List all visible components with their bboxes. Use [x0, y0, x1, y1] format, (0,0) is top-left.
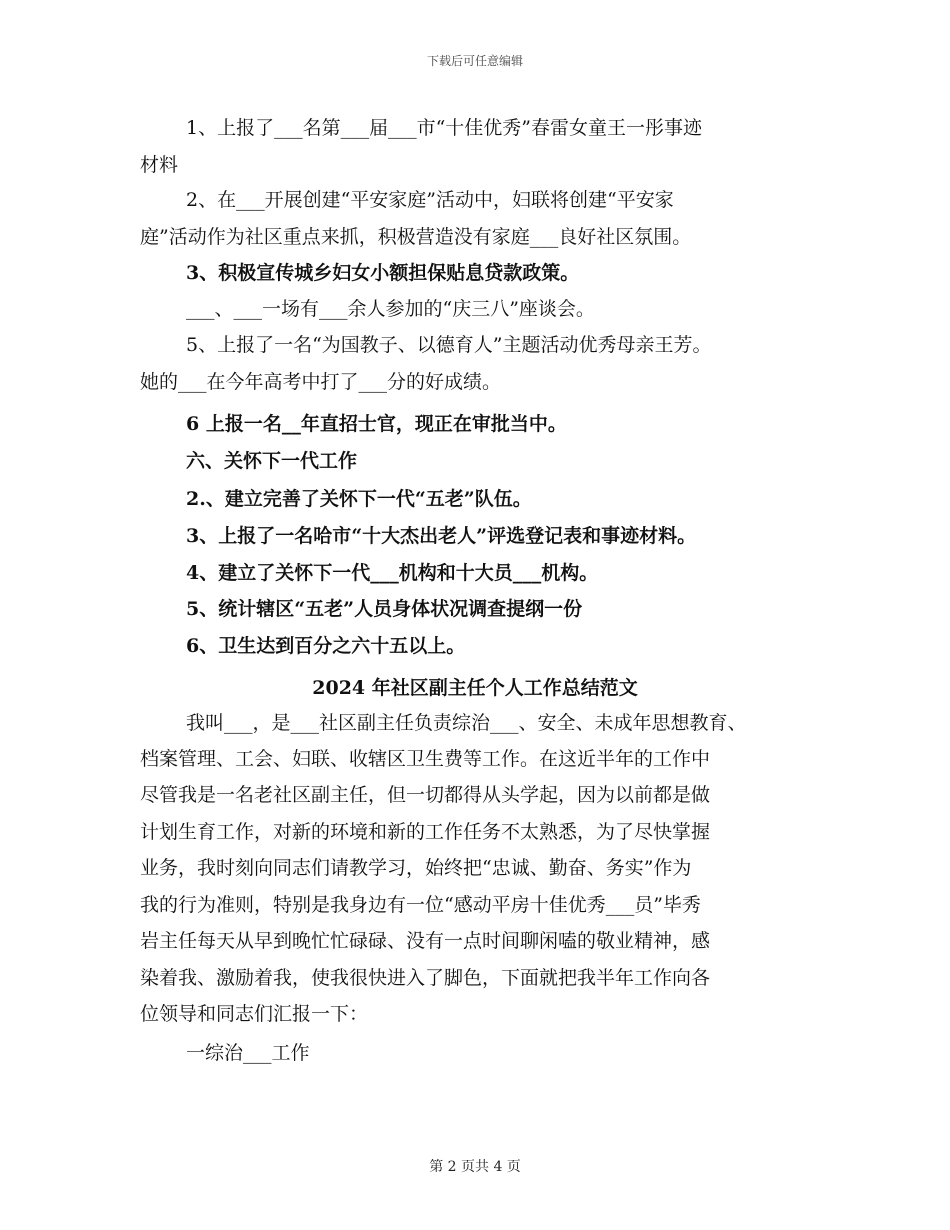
list-item: 5、统计辖区“五老”人员身体状况调查提纲一份	[186, 598, 583, 620]
paragraph-line: 计划生育工作，对新的环境和新的工作任务不太熟悉，为了尽快掌握	[140, 821, 711, 843]
paragraph-line: 尽管我是一名老社区副主任，但一切都得从头学起，因为以前都是做	[140, 784, 711, 806]
list-item: 5、上报了一名“为国教子、以德育人”主题活动优秀母亲王芳。	[186, 334, 712, 356]
list-item: 6 上报一名__年直招士官，现正在审批当中。	[186, 413, 567, 435]
paragraph-line: 业务，我时刻向同志们请教学习，始终把“忠诚、勤奋、务实”作为	[140, 857, 692, 879]
list-item-continuation: 庭”活动作为社区重点来抓，积极营造没有家庭___良好社区氛围。	[140, 226, 692, 248]
list-item: 2、在___开展创建“平安家庭”活动中，妇联将创建“平安家	[186, 189, 674, 211]
section-heading: 六、关怀下一代工作	[186, 450, 358, 472]
page-footer: 第 2 页共 4 页	[429, 1159, 521, 1175]
list-item: 3、积极宣传城乡妇女小额担保贴息贷款政策。	[186, 262, 580, 284]
list-item-continuation: 她的___在今年高考中打了___分的好成绩。	[140, 371, 502, 393]
list-item: 6、卫生达到百分之六十五以上。	[186, 635, 466, 657]
list-item-continuation: 材料	[140, 154, 179, 176]
list-item: 2.、建立完善了关怀下一代“五老”队伍。	[186, 488, 532, 510]
page-header: 下载后可任意编辑	[426, 54, 523, 68]
list-item: ___、___一场有___余人参加的“庆三八”座谈会。	[186, 298, 595, 320]
paragraph-line: 染着我、激励着我，使我很快进入了脚色，下面就把我半年工作向各	[140, 967, 711, 989]
paragraph-line: 我的行为准则，特别是我身边有一位“感动平房十佳优秀___员”毕秀	[140, 894, 701, 916]
list-item: 1、上报了___名第___届___市“十佳优秀”春雷女童王一彤事迹	[186, 117, 703, 139]
list-item: 4、建立了关怀下一代___机构和十大员___机构。	[186, 562, 599, 584]
subsection-heading: 一综治___工作	[186, 1042, 310, 1064]
list-item: 3、上报了一名哈市“十大杰出老人”评选登记表和事迹材料。	[186, 525, 697, 547]
paragraph-line: 位领导和同志们汇报一下：	[140, 1003, 369, 1025]
paragraph-line: 档案管理、工会、妇联、收辖区卫生费等工作。在这近半年的工作中	[140, 748, 711, 770]
paragraph-line: 我叫___，是___社区副主任负责综治___、安全、未成年思想教育、	[186, 712, 747, 734]
article-title: 2024 年社区副主任个人工作总结范文	[312, 677, 638, 699]
paragraph-line: 岩主任每天从早到晚忙忙碌碌、没有一点时间聊闲嗑的敬业精神，感	[140, 930, 711, 952]
